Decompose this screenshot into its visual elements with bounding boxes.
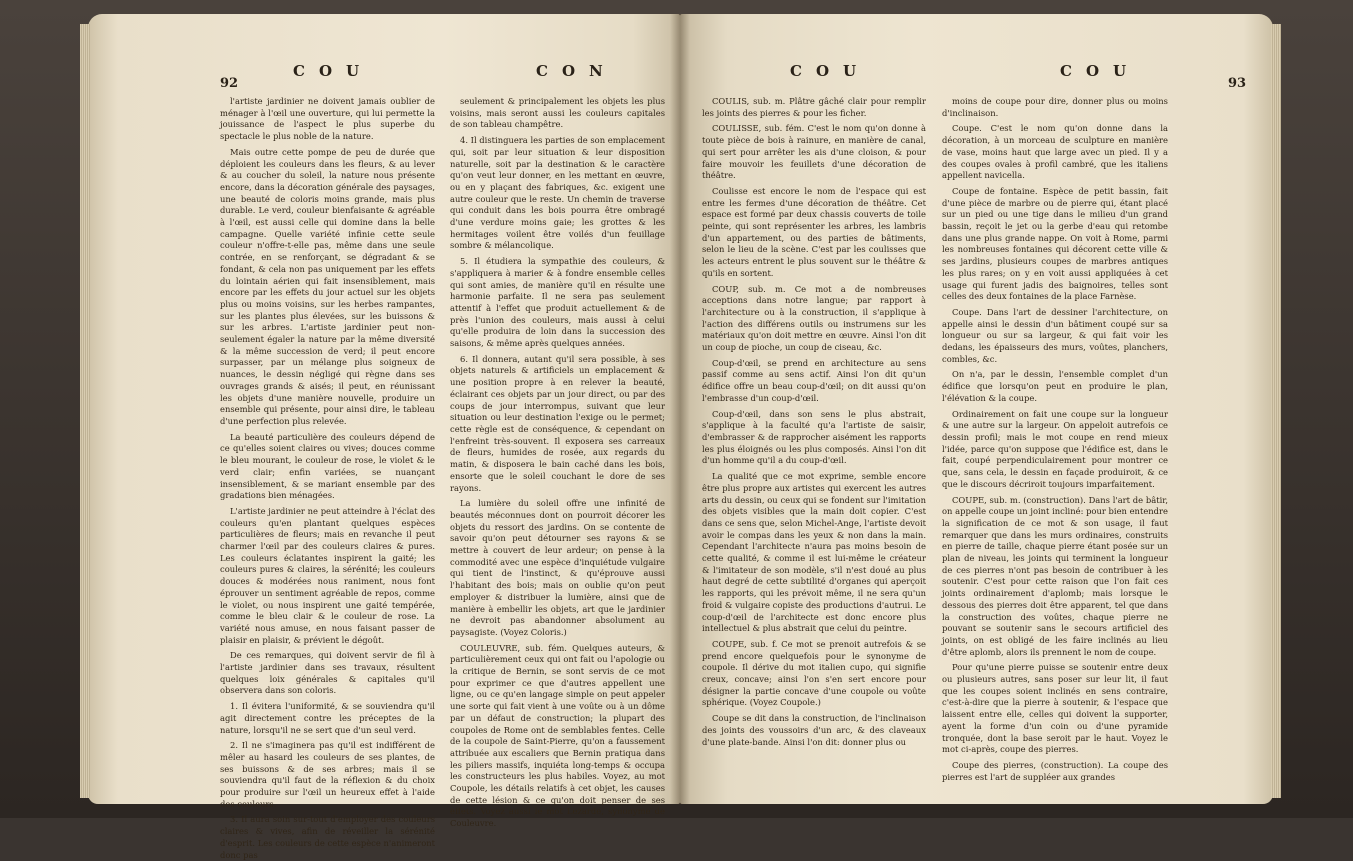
paragraph: On n'a, par le dessin, l'ensemble complet d'un édifice que lorsqu'on peut en produire le plan, l'élévation & la coupe. (942, 369, 1168, 403)
paragraph: Pour qu'une pierre puisse se soutenir entre deux ou plusieurs autres, sans poser sur leur lit, il faut que les coupes soient inclinés en sens contraire, c'est-à-dire que la pierre à soutenir, & l'espace que laissent entre elle, celles qui doivent la supporter, ayent la forme d'un coin ou d'une pyramide tronquée, dont la base seroit par le haut. Voyez le mot ci-après, coupe des pierres. (942, 662, 1168, 755)
paragraph: 1. Il évitera l'uniformité, & se souviendra qu'il agit directement contre les préceptes de la nature, lorsqu'il ne se sert que d'un seul verd. (220, 701, 435, 735)
right-page-edges (1271, 24, 1281, 798)
paragraph: Coupe. C'est le nom qu'on donne dans la décoration, à un morceau de sculpture en manière de vase, moins haut que large avec un pied. Il y a des coupes ovales à profil cambré, que les italiens appellent navicella. (942, 123, 1168, 181)
paragraph: l'artiste jardinier ne doivent jamais oublier de ménager à l'œil une ouverture, qui lui permette la jouissance de l'aspect le plus superbe du spectacle le plus noble de la nature. (220, 96, 435, 142)
paragraph: Coup-d'œil, se prend en architecture au sens passif comme au sens actif. Ainsi l'on dit qu'un édifice offre un beau coup-d'œil; on dit aussi qu'on l'embrasse d'un coup-d'œil. (702, 357, 926, 403)
left-page-number: 92 (220, 76, 239, 91)
right-page (680, 14, 1273, 804)
paragraph: Coulisse est encore le nom de l'espace qui est entre les fermes d'une décoration de théâtre. Cet espace est formé par deux chassis couverts de toile peinte, qui sont représenter les arbres, les lambris d'un appartement, ou des parties de bâtiments, selon le lieu de la scène. C'est par les coulisses que les acteurs entrent le plus souvent sur le théâtre & qu'ils en sortent. (702, 185, 926, 278)
paragraph: Coupe de fontaine. Espèce de petit bassin, fait d'une pièce de marbre ou de pierre qui, étant placé sur un pied ou une tige dans le milieu d'un grand bassin, reçoit le jet ou la gerbe d'eau qui retombe dans une plus grande nappe. On voit à Rome, parmi les nombreuses fontaines qui décorent cette ville & ses jardins, plusieurs coupes de marbres antiques les plus rares; on y en voit aussi appliquées à cet usage qui furent jadis des baignoires, telles sont celles des deux fontaines de la place Farnèse. (942, 185, 1168, 302)
paragraph: Coupe des pierres, (construction). La coupe des pierres est l'art de suppléer aux grandes (942, 759, 1168, 782)
paragraph: De ces remarques, qui doivent servir de fil à l'artiste jardinier dans ses travaux, résultent quelques loix générales & capitales qu'il observera dans son coloris. (220, 650, 435, 696)
paragraph: Ordinairement on fait une coupe sur la longueur & une autre sur la largeur. On appeloit autrefois ce dessin profil; mais le mot coupe en rend mieux l'idée, parce qu'on suppose que l'édifice est, dans le fait, coupé perpendiculairement pour montrer ce que, sans cela, le dessin en façade produiroit, & ce que le discours décriroit toujours imparfaitement. (942, 408, 1168, 489)
right-column-1 (702, 96, 926, 791)
paragraph: La beauté particulière des couleurs dépend de ce qu'elles soient claires ou vives; douces comme le bleu mourant, le couleur de rose, le violet & le verd clair; enfin variées, se nuançant insensiblement, & se mariant ensemble par des gradations bien ménagées. (220, 431, 435, 501)
paragraph: Coupe se dit dans la construction, de l'inclinaison des joints des voussoirs d'un arc, & des claveaux d'une plate-bande. Ainsi l'on dit: donner plus ou (702, 713, 926, 747)
open-book (88, 14, 1273, 860)
paragraph: 3. Il aura soin sur-tout d'employer des couleurs claires & vives, afin de réveiller la sérénité d'esprit. Les couleurs de cette espèce n'animeront donc pas (220, 814, 435, 860)
left-running-head-2: CON (536, 62, 617, 80)
left-page (88, 14, 680, 860)
paragraph: moins de coupe pour dire, donner plus ou moins d'inclinaison. (942, 96, 1168, 118)
paragraph: Coupe. Dans l'art de dessiner l'architecture, on appelle ainsi le dessin d'un bâtiment coupé sur sa longueur ou sur sa largeur, & qui fait voir les dedans, les épaisseurs des murs, voûtes, planchers, combles, &c. (942, 306, 1168, 364)
paragraph: Coup-d'œil, dans son sens le plus abstrait, s'applique à la faculté qu'a l'artiste de saisir, d'embrasser & de rapprocher aisément les rapports les plus éloignés ou les plus composés. Ainsi l'on dit d'un homme qu'il a du coup-d'œil. (702, 408, 926, 466)
left-column-2 (450, 96, 665, 829)
paragraph: COUPE, sub. f. Ce mot se prenoit autrefois & se prend encore quelquefois pour le synonyme de coupole. Il dérive du mot italien cupo, qui signifie creux, concave; ainsi l'on s'en sert encore pour désigner la partie concave d'une coupole ou voûte sphérique. (Voyez Coupole.) (702, 638, 926, 708)
paragraph: COULEUVRE, sub. fém. Quelques auteurs, & particulièrement ceux qui ont fait ou l'apologie ou la critique de Bernin, se sont servis de ce mot pour exprimer ce que d'autres appellent une ligne, ou ce qu'en langage simple on peut appeler une sorte qui fait vient à une voûte ou à un dôme par un défaut de construction; la plupart des coupoles de Rome ont de semblables fentes. Celle de la coupole de Saint-Pierre, qu'on a faussement attribuée aux escaliers que Bernin pratiqua dans les piliers massifs, inquiéta long-temps & occupa les constructeurs les plus habiles. Voyez, au mot Coupole, les détails relatifs à cet objet, les causes de cette lésion & ce qu'on doit penser de ses effets. Voyez aussi le mot Lezarde, synonyme de Couleuvre. (450, 642, 665, 829)
paragraph: La lumière du soleil offre une infinité de beautés méconnues dont on pourroit décorer les objets du ressort des jardins. On se contente de savoir qu'on peut détourner ses rayons & se mettre à couvert de leur ardeur; on pense à la commodité avec une espèce d'inquiétude vulgaire qui tient de l'instinct, & qu'éprouve aussi l'habitant des bois; mais on oublie qu'on peut employer & distribuer la lumière, ainsi que de manière à embellir les objets, art que le jardinier ne devroit pas abandonner absolument au paysagiste. (Voyez Coloris.) (450, 498, 665, 637)
paragraph: 6. Il donnera, autant qu'il sera possible, à ses objets naturels & artificiels un emplacement & une position propre à en relever la beauté, éclairant ces objets par un jour direct, ou par des coups de jour interrompus, suivant que leur situation ou leur destination l'exige ou le permet; cette règle est de conséquence, & cependant on l'enfreint très-souvent. Il exposera ses carreaux de fleurs, humides de rosée, aux regards du matin, & disposera le bain caché dans les bois, ensorte que le soleil couchant le dore de ses rayons. (450, 353, 665, 493)
paragraph: COULIS, sub. m. Plâtre gâché clair pour remplir les joints des pierres & pour les ficher. (702, 96, 926, 118)
paragraph: L'artiste jardinier ne peut atteindre à l'éclat des couleurs qu'en plantant quelques espèces particulières de fleurs; mais en revanche il peut charmer l'œil par des couleurs claires & pures. Les couleurs éclatantes inspirent la gaité; les couleurs pures & claires, la sérénité; les couleurs douces & modérées nous raniment, nous font éprouver un sentiment agréable de repos, comme le violet, ou nous inspirent une gaité tempérée, comme le bleu clair & le couleur de rose. La variété nous amuse, en nous faisant passer de plaisir en plaisir, & prévient le dégoût. (220, 505, 435, 645)
paragraph: COUP, sub. m. Ce mot a de nombreuses acceptions dans notre langue; par rapport à l'architecture ou à la construction, il s'applique à l'action des différens outils ou instrumens sur les matériaux qu'on doit mettre en œuvre. Ainsi l'on dit un coup de pioche, un coup de ciseau, &c. (702, 283, 926, 353)
paragraph: COULISSE, sub. fém. C'est le nom qu'on donne à toute pièce de bois à rainure, en manière de canal, qui sert pour arrêter les ais d'une cloison, & pour faire mouvoir les feuillets d'une décoration de théâtre. (702, 123, 926, 181)
paragraph: Mais outre cette pompe de peu de durée que déploient les couleurs dans les fleurs, & au lever & au coucher du soleil, la nature nous présente encore, dans la décoration générale des paysages, une beauté de coloris moins grande, mais plus durable. Le verd, couleur bienfaisante & agréable à l'œil, est aussi celle qui domine dans la belle campagne. Quelle variété infinie cette seule couleur n'offre-t-elle pas, même dans une seule contrée, en se renforçant, se dégradant & se fondant, & cela non pas uniquement par les effets du lointain aérien qui fait insensiblement, mais encore par les effets du jour actuel sur les objets plus ou moins voisins, sur les herbes rampantes, sur les plantes plus élevées, sur les buissons & sur les arbres. L'artiste jardinier peut non-seulement égaler la nature par la même diversité & la même succession de verd; il peut encore surpasser, par un mélange plus soigneux de nuances, le dessin négligé qui règne dans ses ouvrages grands & aisés; il peut, en réunissant les objets d'une manière nouvelle, produire un ensemble qui présente, pour ainsi dire, le tableau d'une perfection plus relevée. (220, 146, 435, 426)
paragraph: 5. Il étudiera la sympathie des couleurs, & s'appliquera à marier & à fondre ensemble celles qui sont amies, de manière qu'il en résulte une harmonie parfaite. Il ne sera pas seulement attentif à l'effet que produit actuellement & de près l'union des couleurs, mais aussi à celui qu'elle produira de loin dans la succession des saisons, & même après quelques années. (450, 256, 665, 349)
right-running-head-1: COU (790, 62, 871, 80)
paragraph: COUPE, sub. m. (construction). Dans l'art de bâtir, on appelle coupe un joint incliné: pour bien entendre la signification de ce mot & son usage, il faut remarquer que dans les murs ordinaires, construits en pierre de taille, chaque pierre étant posée sur un plan de niveau, les joints qui terminent la longueur de ces pierres n'ont pas besoin de contribuer à les soutenir. C'est pour cette raison que l'on fait ces joints ordinairement d'aplomb; mais lorsque le dessous des pierres doit être apparent, tel que dans la construction des voûtes, chaque pierre ne pouvant se soutenir sans le secours artificiel des joints, on est obligé de les faire inclinés au lieu d'être aplomb, alors ils prennent le nom de coupe. (942, 494, 1168, 657)
left-running-head-1: COU (293, 62, 374, 80)
paragraph: seulement & principalement les objets les plus voisins, mais seront aussi les couleurs capitales de son tableau champêtre. (450, 96, 665, 130)
book-gutter (670, 14, 690, 804)
right-running-head-2: COU (1060, 62, 1141, 80)
left-page-edges (80, 24, 90, 798)
paragraph: 4. Il distinguera les parties de son emplacement qui, soit par leur situation & leur disposition naturelle, soit par la destination & le caractère qu'on veut leur donner, en les mettant en œuvre, ou en y plaçant des fabriques, &c. exigent une autre couleur que le reste. Un chemin de traverse qui conduit dans les bois pourra être ombragé d'une verdure moins gaie; les grottes & les hermitages voilent être voilés d'un feuillage sombre & mélancolique. (450, 135, 665, 251)
right-page-number: 93 (1228, 76, 1247, 91)
paragraph: La qualité que ce mot exprime, semble encore être plus propre aux artistes qui exercent les autres arts du dessin, ou ceux qui se fondent sur l'imitation des objets visibles que la main doit copier. C'est dans ce sens que, selon Michel-Ange, l'artiste devoit avoir le compas dans les yeux & non dans la main. Cependant l'architecte n'aura pas moins besoin de cette qualité, & comme il est lui-même le créateur & l'imitateur de son modèle, s'il n'est doué au plus haut degré de cette subtilité d'organes qui aperçoit les rapports, qui les prévoit même, il ne sera qu'un froid & vulgaire copiste des productions d'autrui. Le coup-d'œil de l'architecte est donc encore plus intellectuel & plus abstrait que celui du peintre. (702, 471, 926, 634)
right-column-2 (942, 96, 1168, 791)
paragraph: 2. Il ne s'imaginera pas qu'il est indifférent de mêler au hasard les couleurs de ses plantes, de ses buissons & de ses arbres; mais il se souviendra qu'il faut de la réflexion & du choix pour produire sur l'œil un heureux effet à l'aide des couleurs. (220, 740, 435, 809)
left-column-1 (220, 96, 435, 860)
